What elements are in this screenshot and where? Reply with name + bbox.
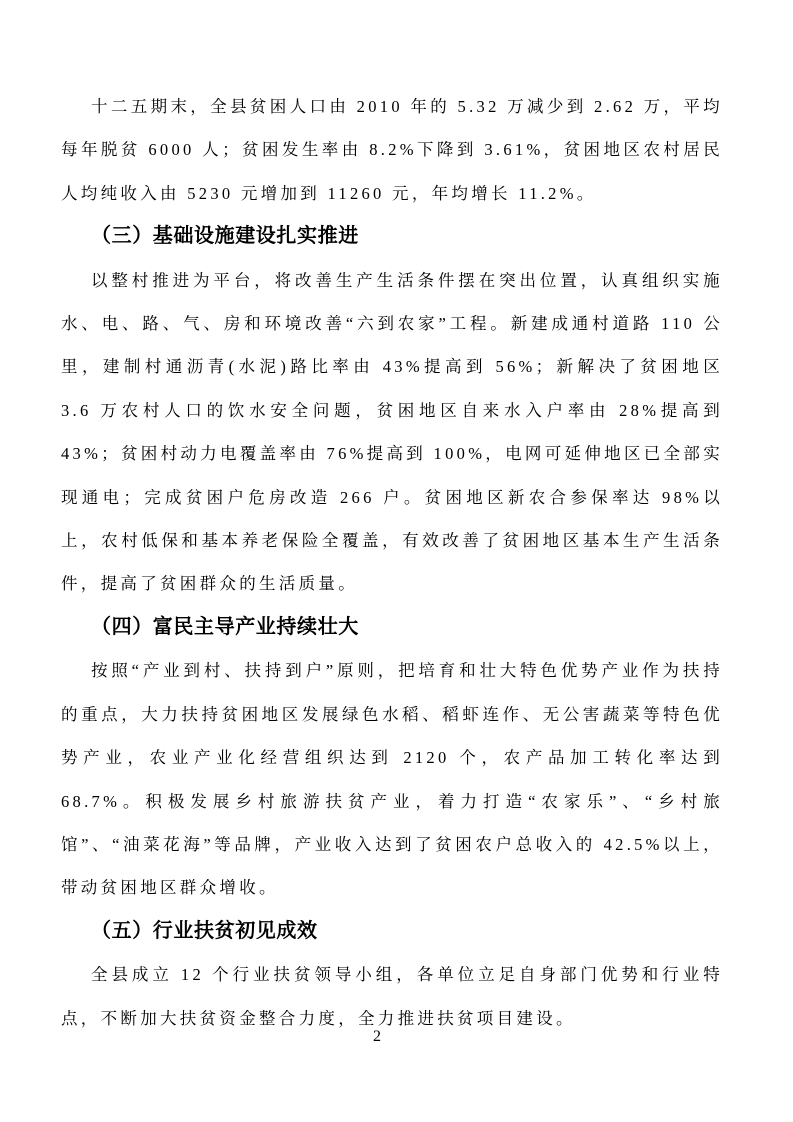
paragraph-twelfth-five-year-results: 十二五期末，全县贫困人口由 2010 年的 5.32 万减少到 2.62 万，平均每年脱贫 6000 人；贫困发生率由 8.2%下降到 3.61%，贫困地区农村居民人均纯收入由 5230 元增加到 11260 元，年均增长 11.2%。 xyxy=(61,97,723,203)
section-heading-4-industry-growth: （四）富民主导产业持续壮大 xyxy=(91,615,359,638)
paragraph-industry-development: 按照“产业到村、扶持到户”原则，把培育和壮大特色优势产业作为扶持的重点，大力扶持贫困地区发展绿色水稻、稻虾连作、无公害蔬菜等特色优势产业，农业产业化经营组织达到 2120 个，农产品加工转化率达到 68.7%。积极发展乡村旅游扶贫产业，着力打造“农家乐”、“乡村旅馆”、“油菜花海”等品牌，产业收入达到了贫困农户总收入的 42.5%以上，带动贫困地区群众增收。 xyxy=(61,661,723,898)
page-number: 2 xyxy=(373,1028,381,1045)
document-body xyxy=(61,85,723,1040)
section-heading-3-infrastructure: （三）基础设施建设扎实推进 xyxy=(91,225,359,248)
section-heading-5-sector-poverty-alleviation: （五）行业扶贫初见成效 xyxy=(91,919,318,942)
paragraph-infrastructure-progress: 以整村推进为平台，将改善生产生活条件摆在突出位置，认真组织实施水、电、路、气、房和环境改善“六到农家”工程。新建成通村道路 110 公里，建制村通沥青(水泥)路比率由 43%提高到 56%；新解决了贫困地区 3.6 万农村人口的饮水安全问题，贫困地区自来水入户率由 28%提高到 43%；贫困村动力电覆盖率由 76%提高到 100%，电网可延伸地区已全部实现通电；完成贫困户危房改造 266 户。贫困地区新农合参保率达 98%以上，农村低保和基本养老保险全覆盖，有效改善了贫困地区基本生产生活条件，提高了贫困群众的生活质量。 xyxy=(61,270,723,594)
paragraph-sector-poverty-alleviation: 全县成立 12 个行业扶贫领导小组，各单位立足自身部门优势和行业特点，不断加大扶贫资金整合力度，全力推进扶贫项目建设。 xyxy=(61,965,723,1028)
